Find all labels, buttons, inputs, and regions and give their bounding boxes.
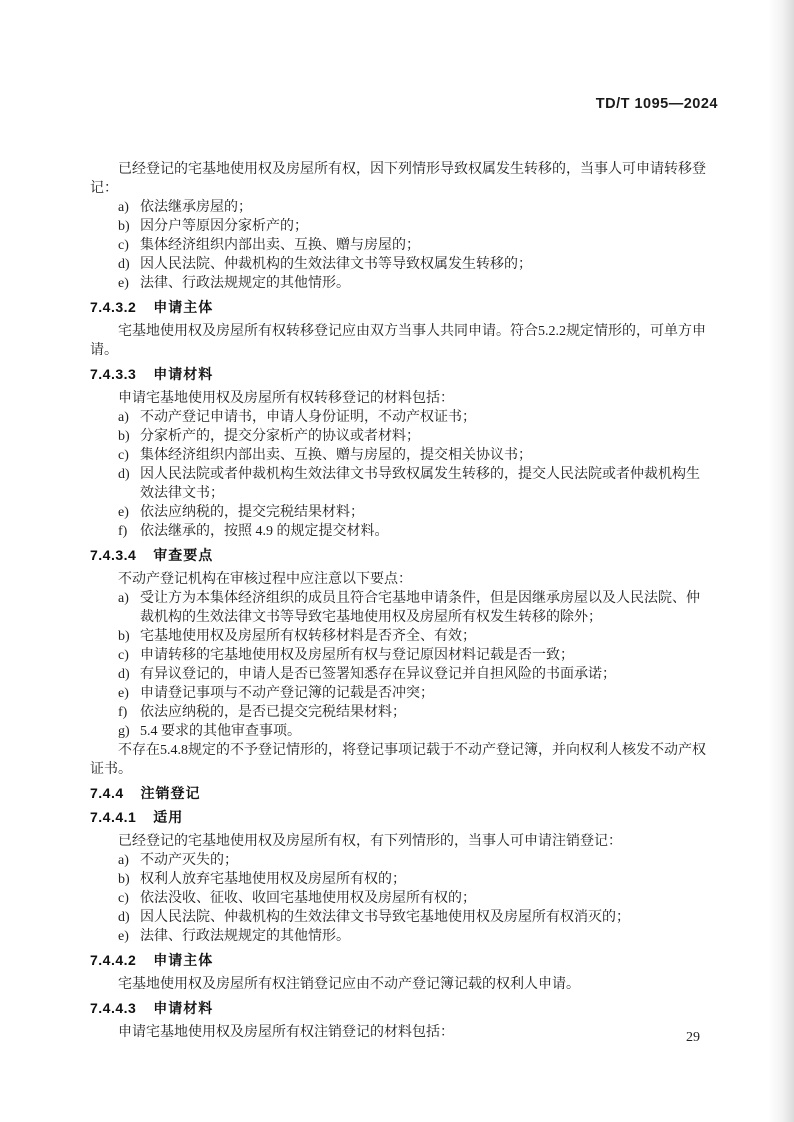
section-heading-7-4-4-3 [90, 999, 713, 1018]
list-item [90, 427, 713, 446]
standard-code: TD/T 1095—2024 [595, 96, 718, 112]
list-marker: e) [118, 505, 129, 520]
section-number: 7.4.3.3 [90, 366, 137, 382]
list-item [90, 217, 713, 236]
list-item-text: 因人民法院、仲裁机构的生效法律文书等导致权属发生转移的； [140, 257, 532, 272]
list-item [90, 908, 713, 927]
section-number: 7.4.4.1 [90, 809, 137, 825]
section-heading-7-4-4 [90, 784, 713, 803]
materials-list [90, 408, 713, 541]
list-item-text: 申请登记事项与不动产登记簿的记载是否冲突； [140, 686, 434, 701]
section-title: 审查要点 [153, 547, 214, 563]
list-item-text: 集体经济组织内部出卖、互换、赠与房屋的； [140, 238, 420, 253]
section-title: 申请材料 [153, 1000, 214, 1016]
list-marker: a) [118, 591, 129, 606]
list-item [90, 408, 713, 427]
section-heading-7-4-3-4 [90, 546, 713, 565]
page-number: 29 [686, 1030, 700, 1045]
list-marker: f) [118, 524, 128, 539]
list-item [90, 665, 713, 684]
section-paragraph: 宅基地使用权及房屋所有权转移登记应由双方当事人共同申请。符合5.2.2规定情形的，可单方申请。 [90, 324, 706, 358]
list-item-text: 因分户等原因分家析产的； [140, 219, 308, 234]
list-marker: b) [118, 429, 130, 444]
list-item [90, 236, 713, 255]
list-marker: d) [118, 910, 130, 925]
list-item [90, 522, 713, 541]
list-item [90, 589, 713, 627]
list-item [90, 684, 713, 703]
list-item [90, 274, 713, 293]
section-title: 申请主体 [153, 952, 214, 968]
list-item [90, 851, 713, 870]
list-item [90, 255, 713, 274]
review-points-list [90, 589, 713, 741]
section-number: 7.4.4.2 [90, 952, 137, 968]
section-title: 申请主体 [153, 299, 214, 315]
section-title: 适用 [153, 809, 184, 825]
list-item-text: 受让方为本集体经济组织的成员且符合宅基地申请条件，但是因继承房屋以及人民法院、仲裁机构的生效法律文书等导致宅基地使用权及房屋所有权发生转移的除外； [140, 591, 700, 625]
list-item-text: 法律、行政法规规定的其他情形。 [140, 276, 350, 291]
list-item [90, 722, 713, 741]
list-marker: e) [118, 276, 129, 291]
scan-edge-shadow [768, 0, 794, 1122]
list-marker: a) [118, 200, 129, 215]
list-marker: a) [118, 410, 129, 425]
list-marker: d) [118, 467, 130, 482]
list-marker: c) [118, 648, 129, 663]
intro-paragraph: 已经登记的宅基地使用权及房屋所有权，因下列情形导致权属发生转移的，当事人可申请转移登记： [90, 162, 706, 196]
section-lead: 不动产登记机构在审核过程中应注意以下要点： [118, 572, 412, 587]
intro-list [90, 198, 713, 293]
list-marker: d) [118, 667, 130, 682]
list-marker: d) [118, 257, 130, 272]
section-lead: 已经登记的宅基地使用权及房屋所有权，有下列情形的，当事人可申请注销登记： [118, 834, 622, 849]
list-item [90, 870, 713, 889]
section-title: 申请材料 [153, 366, 214, 382]
section-heading-7-4-3-3 [90, 365, 713, 384]
cancellation-list [90, 851, 713, 946]
list-item [90, 465, 713, 503]
section-number: 7.4.3.4 [90, 547, 137, 563]
list-item-text: 因人民法院或者仲裁机构生效法律文书导致权属发生转移的，提交人民法院或者仲裁机构生效法律文书； [140, 467, 700, 501]
list-item [90, 198, 713, 217]
list-item-text: 依法应纳税的，提交完税结果材料； [140, 505, 364, 520]
list-item-text: 分家析产的，提交分家析产的协议或者材料； [140, 429, 420, 444]
list-item [90, 703, 713, 722]
list-marker: e) [118, 929, 129, 944]
list-item [90, 927, 713, 946]
list-marker: b) [118, 872, 130, 887]
list-item [90, 646, 713, 665]
section-heading-7-4-4-1 [90, 808, 713, 827]
list-item-text: 申请转移的宅基地使用权及房屋所有权与登记原因材料记载是否一致； [140, 648, 574, 663]
list-item-text: 5.4 要求的其他审查事项。 [140, 724, 301, 739]
section-number: 7.4.4 [90, 785, 124, 801]
list-item-text: 不动产灭失的； [140, 853, 238, 868]
list-marker: c) [118, 448, 129, 463]
list-item-text: 法律、行政法规规定的其他情形。 [140, 929, 350, 944]
list-marker: c) [118, 238, 129, 253]
list-marker: b) [118, 629, 130, 644]
section-lead: 申请宅基地使用权及房屋所有权注销登记的材料包括： [118, 1025, 454, 1040]
list-marker: b) [118, 219, 130, 234]
list-item-text: 依法继承房屋的； [140, 200, 252, 215]
list-item-text: 因人民法院、仲裁机构的生效法律文书导致宅基地使用权及房屋所有权消灭的； [140, 910, 630, 925]
list-marker: g) [118, 724, 130, 739]
section-paragraph: 宅基地使用权及房屋所有权注销登记应由不动产登记簿记载的权利人申请。 [118, 977, 580, 992]
list-item [90, 889, 713, 908]
list-item-text: 依法应纳税的，是否已提交完税结果材料； [140, 705, 406, 720]
list-item [90, 627, 713, 646]
list-item-text: 有异议登记的，申请人是否已签署知悉存在异议登记并自担风险的书面承诺； [140, 667, 616, 682]
page-content [90, 160, 713, 1042]
section-number: 7.4.3.2 [90, 299, 137, 315]
list-item-text: 依法没收、征收、收回宅基地使用权及房屋所有权的； [140, 891, 476, 906]
section-lead: 申请宅基地使用权及房屋所有权转移登记的材料包括： [118, 391, 454, 406]
list-item-text: 不动产登记申请书，申请人身份证明，不动产权证书； [140, 410, 476, 425]
section-heading-7-4-3-2 [90, 298, 713, 317]
list-marker: f) [118, 705, 128, 720]
section-title: 注销登记 [140, 785, 201, 801]
list-item [90, 503, 713, 522]
list-item-text: 宅基地使用权及房屋所有权转移材料是否齐全、有效； [140, 629, 476, 644]
closing-paragraph: 不存在5.4.8规定的不予登记情形的，将登记事项记载于不动产登记簿，并向权利人核发不动产权证书。 [90, 743, 706, 777]
section-heading-7-4-4-2 [90, 951, 713, 970]
list-item-text: 集体经济组织内部出卖、互换、赠与房屋的，提交相关协议书； [140, 448, 532, 463]
list-marker: c) [118, 891, 129, 906]
section-number: 7.4.4.3 [90, 1000, 137, 1016]
list-marker: e) [118, 686, 129, 701]
list-item [90, 446, 713, 465]
list-item-text: 依法继承的，按照 4.9 的规定提交材料。 [140, 524, 389, 539]
list-item-text: 权利人放弃宅基地使用权及房屋所有权的； [140, 872, 406, 887]
list-marker: a) [118, 853, 129, 868]
